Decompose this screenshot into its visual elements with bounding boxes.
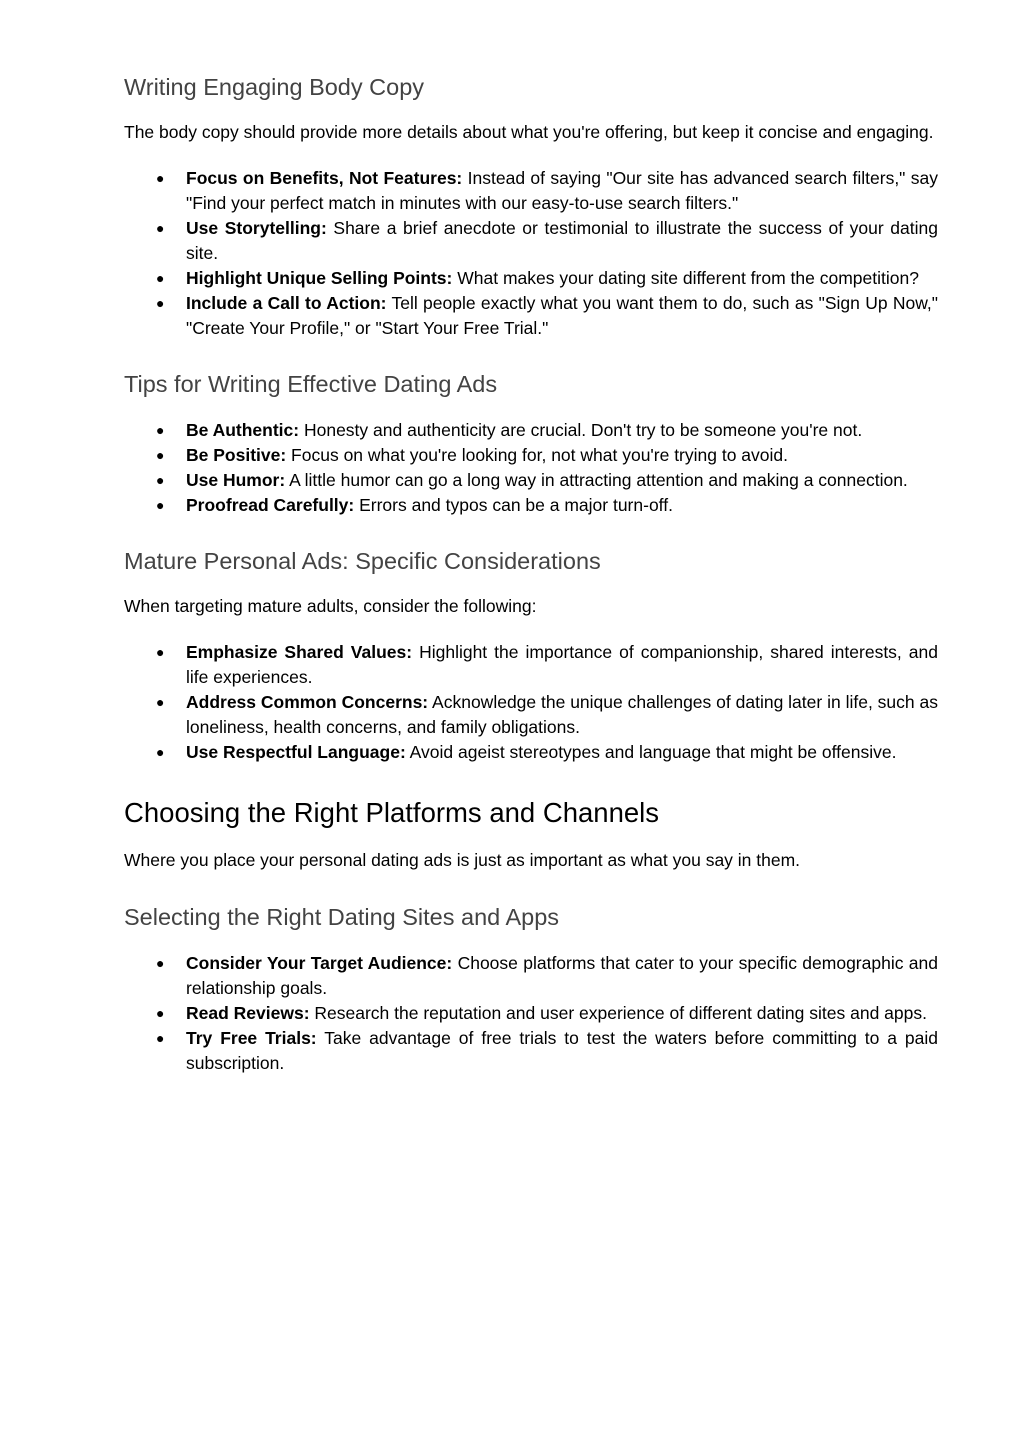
list-item-label: Highlight Unique Selling Points: bbox=[186, 268, 453, 288]
bullet-list-sites-apps bbox=[124, 951, 938, 1076]
list-item bbox=[156, 166, 938, 216]
bullet-icon: ● bbox=[156, 1005, 165, 1021]
list-item-text: Errors and typos can be a major turn-off. bbox=[354, 495, 673, 515]
main-heading-platforms: Choosing the Right Platforms and Channels bbox=[124, 797, 660, 828]
list-item bbox=[156, 266, 938, 291]
bullet-icon: ● bbox=[156, 422, 165, 438]
list-item bbox=[156, 740, 938, 765]
bullet-icon: ● bbox=[156, 1030, 165, 1046]
list-item bbox=[156, 468, 938, 493]
section-heading-sites-apps: Selecting the Right Dating Sites and Apps bbox=[124, 904, 560, 930]
bullet-icon: ● bbox=[156, 472, 165, 488]
list-item-label: Consider Your Target Audience: bbox=[186, 953, 453, 973]
list-item-text: Research the reputation and user experience of different dating sites and apps. bbox=[309, 1003, 927, 1023]
list-item-text: Choose platforms that cater to your specific demographic and relationship goals. bbox=[186, 953, 938, 998]
list-item bbox=[156, 1026, 938, 1076]
list-item-label: Read Reviews: bbox=[186, 1003, 310, 1023]
main-intro-platforms: Where you place your personal dating ads is just as important as what you say in them. bbox=[124, 850, 801, 870]
list-item-label: Include a Call to Action: bbox=[186, 293, 387, 313]
bullet-icon: ● bbox=[156, 295, 165, 311]
section-intro-body-copy: The body copy should provide more details about what you're offering, but keep it concise and engaging. bbox=[124, 122, 934, 142]
list-item-label: Use Storytelling: bbox=[186, 218, 327, 238]
list-item bbox=[156, 418, 938, 443]
list-item-label: Try Free Trials: bbox=[186, 1028, 317, 1048]
list-item-label: Be Positive: bbox=[186, 445, 287, 465]
list-item bbox=[156, 443, 938, 468]
section-intro-mature: When targeting mature adults, consider the following: bbox=[124, 596, 537, 616]
list-item-label: Emphasize Shared Values: bbox=[186, 642, 413, 662]
list-item-text: Acknowledge the unique challenges of dating later in life, such as loneliness, health concerns, and family obligations. bbox=[186, 692, 938, 737]
bullet-icon: ● bbox=[156, 497, 165, 513]
list-item-label: Use Respectful Language: bbox=[186, 742, 406, 762]
list-item-text: Tell people exactly what you want them to do, such as "Sign Up Now," "Create Your Profile," or "Start Your Free Trial." bbox=[186, 293, 938, 338]
section-heading-body-copy: Writing Engaging Body Copy bbox=[124, 74, 425, 100]
list-item-label: Address Common Concerns: bbox=[186, 692, 429, 712]
bullet-icon: ● bbox=[156, 270, 165, 286]
list-item-label: Use Humor: bbox=[186, 470, 286, 490]
list-item bbox=[156, 291, 938, 341]
bullet-icon: ● bbox=[156, 644, 165, 660]
list-item-label: Focus on Benefits, Not Features: bbox=[186, 168, 463, 188]
list-item bbox=[156, 216, 938, 266]
bullet-icon: ● bbox=[156, 694, 165, 710]
list-item-text: Focus on what you're looking for, not what you're trying to avoid. bbox=[286, 445, 789, 465]
section-heading-mature: Mature Personal Ads: Specific Considerations bbox=[124, 548, 601, 574]
list-item bbox=[156, 640, 939, 690]
bullet-list-mature bbox=[124, 640, 938, 765]
list-item-text: Highlight the importance of companionship, shared interests, and life experiences. bbox=[186, 642, 939, 687]
bullet-icon: ● bbox=[156, 170, 165, 186]
list-item-text: Share a brief anecdote or testimonial to illustrate the success of your dating site. bbox=[186, 218, 938, 263]
list-item bbox=[156, 493, 938, 518]
bullet-list-tips bbox=[124, 418, 938, 518]
list-item-text: Take advantage of free trials to test the waters before committing to a paid subscription. bbox=[186, 1028, 938, 1073]
section-heading-tips: Tips for Writing Effective Dating Ads bbox=[124, 371, 498, 397]
list-item-text: What makes your dating site different from the competition? bbox=[452, 268, 919, 288]
list-item-label: Be Authentic: bbox=[186, 420, 300, 440]
bullet-icon: ● bbox=[156, 220, 165, 236]
bullet-icon: ● bbox=[156, 955, 165, 971]
list-item bbox=[156, 1001, 938, 1026]
list-item-text: Instead of saying "Our site has advanced search filters," say "Find your perfect match in minutes with our easy-to-use search filters." bbox=[186, 168, 938, 213]
list-item bbox=[156, 951, 938, 1001]
list-item-text: Honesty and authenticity are crucial. Don't try to be someone you're not. bbox=[299, 420, 863, 440]
list-item-text: Avoid ageist stereotypes and language that might be offensive. bbox=[405, 742, 897, 762]
list-item-text: A little humor can go a long way in attracting attention and making a connection. bbox=[285, 470, 908, 490]
list-item-label: Proofread Carefully: bbox=[186, 495, 355, 515]
bullet-icon: ● bbox=[156, 744, 165, 760]
list-item bbox=[156, 690, 938, 740]
bullet-icon: ● bbox=[156, 447, 165, 463]
bullet-list-body-copy bbox=[124, 166, 938, 341]
